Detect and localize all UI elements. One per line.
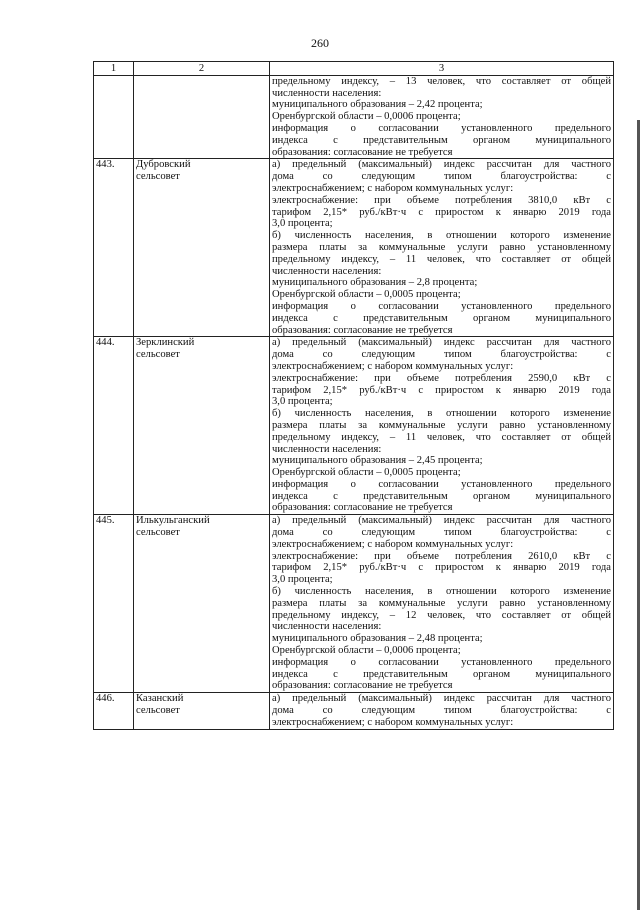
continuation-text-cell <box>270 75 614 159</box>
municipality-name-line: Зерклинский <box>136 337 195 349</box>
text-line: индекса с представительным органом муниципального <box>272 668 611 680</box>
text-line: предельному индексу, – 13 человек, что составляет от общей <box>272 75 611 87</box>
index-description <box>270 515 614 693</box>
text-line: дома со следующим типом благоустройства: с <box>272 705 611 717</box>
text-line: электроснабжением; с набором коммунальных услуг: <box>272 360 514 372</box>
text-line: 3,0 процента; <box>272 574 333 586</box>
municipality-name <box>134 515 270 693</box>
text-line: муниципального образования – 2,48 процента; <box>272 633 483 645</box>
text-line: электроснабжение: при объеме потребления 2610,0 кВт с <box>272 550 611 562</box>
table-row <box>94 693 614 729</box>
text-line: 3,0 процента; <box>272 396 333 408</box>
text-line: индекса с представительным органом муниципального <box>272 312 611 324</box>
index-description <box>270 159 614 337</box>
text-line: электроснабжением; с набором коммунальных услуг: <box>272 538 514 550</box>
text-line: размера платы за коммунальные услуги равно установленному <box>272 597 611 609</box>
text-line: тарифом 2,15* руб./кВт·ч с приростом к январю 2019 года <box>272 206 611 218</box>
index-description <box>270 693 614 729</box>
municipality-name-line: сельсовет <box>136 171 180 183</box>
text-line: Оренбургской области – 0,0005 процента; <box>272 289 461 301</box>
text-line: дома со следующим типом благоустройства: с <box>272 349 611 361</box>
text-line: 3,0 процента; <box>272 218 333 230</box>
text-line: предельному индексу, – 11 человек, что составляет от общей <box>272 253 611 265</box>
municipality-name-line: Дубровский <box>136 159 191 171</box>
continuation-row <box>94 75 614 159</box>
text-line: электроснабжением; с набором коммунальных услуг: <box>272 182 514 194</box>
text-line: тарифом 2,15* руб./кВт·ч с приростом к январю 2019 года <box>272 562 611 574</box>
text-line: численности населения: <box>272 265 382 277</box>
text-line: б) численность населения, в отношении которого изменение <box>272 586 611 598</box>
text-line: а) предельный (максимальный) индекс рассчитан для частного <box>272 515 611 527</box>
text-line: электроснабжением; с набором коммунальных услуг: <box>272 716 514 728</box>
municipality-name-line: сельсовет <box>136 527 180 539</box>
text-line: муниципального образования – 2,42 процента; <box>272 99 483 111</box>
text-line: муниципального образования – 2,8 процента; <box>272 277 478 289</box>
text-line: численности населения: <box>272 621 382 633</box>
table-row <box>94 159 614 337</box>
text-line: а) предельный (максимальный) индекс рассчитан для частного <box>272 693 611 705</box>
text-line: а) предельный (максимальный) индекс рассчитан для частного <box>272 337 611 349</box>
index-description <box>270 337 614 515</box>
continuation-num-cell <box>94 75 134 159</box>
text-line: Оренбургской области – 0,0005 процента; <box>272 467 461 479</box>
text-line: информация о согласовании установленного предельного <box>272 122 611 134</box>
text-line: численности населения: <box>272 87 382 99</box>
text-line: б) численность населения, в отношении которого изменение <box>272 408 611 420</box>
table-row <box>94 515 614 693</box>
text-line: а) предельный (максимальный) индекс рассчитан для частного <box>272 159 611 171</box>
text-line: образования: согласование не требуется <box>272 324 453 336</box>
municipality-name-line: сельсовет <box>136 349 180 361</box>
header-col-1: 1 <box>94 62 134 76</box>
row-number: 443. <box>94 159 134 337</box>
text-line: муниципального образования – 2,45 процента; <box>272 455 483 467</box>
row-number: 445. <box>94 515 134 693</box>
table-header-row <box>94 62 614 76</box>
text-line: б) численность населения, в отношении которого изменение <box>272 230 611 242</box>
text-line: тарифом 2,15* руб./кВт·ч с приростом к январю 2019 года <box>272 384 611 396</box>
page-number: 260 <box>311 36 329 50</box>
text-line: дома со следующим типом благоустройства: с <box>272 171 611 183</box>
text-line: образования: согласование не требуется <box>272 680 453 692</box>
header-col-2: 2 <box>134 62 270 76</box>
text-line: электроснабжение: при объеме потребления 3810,0 кВт с <box>272 194 611 206</box>
text-line: численности населения: <box>272 443 382 455</box>
municipality-name-line: сельсовет <box>136 705 180 717</box>
text-line: размера платы за коммунальные услуги равно установленному <box>272 419 611 431</box>
municipality-name <box>134 159 270 337</box>
text-line: Оренбургской области – 0,0006 процента; <box>272 645 461 657</box>
text-line: предельному индексу, – 12 человек, что составляет от общей <box>272 609 611 621</box>
text-line: электроснабжение: при объеме потребления 2590,0 кВт с <box>272 372 611 384</box>
text-line: образования: согласование не требуется <box>272 146 453 158</box>
text-line: индекса с представительным органом муниципального <box>272 490 611 502</box>
text-line: информация о согласовании установленного предельного <box>272 656 611 668</box>
municipality-name <box>134 693 270 729</box>
municipality-name <box>134 337 270 515</box>
row-number: 444. <box>94 337 134 515</box>
row-number: 446. <box>94 693 134 729</box>
text-line: информация о согласовании установленного предельного <box>272 478 611 490</box>
text-line: дома со следующим типом благоустройства: с <box>272 527 611 539</box>
text-line: индекса с представительным органом муниципального <box>272 134 611 146</box>
continuation-name-cell <box>134 75 270 159</box>
text-line: информация о согласовании установленного предельного <box>272 300 611 312</box>
table-row <box>94 337 614 515</box>
header-col-3: 3 <box>270 62 614 76</box>
municipality-name-line: Илькульганский <box>136 515 210 527</box>
text-line: размера платы за коммунальные услуги равно установленному <box>272 241 611 253</box>
document-table <box>93 61 614 730</box>
municipality-name-line: Казанский <box>136 693 184 705</box>
text-line: предельному индексу, – 11 человек, что составляет от общей <box>272 431 611 443</box>
text-line: образования: согласование не требуется <box>272 502 453 514</box>
text-line: Оренбургской области – 0,0006 процента; <box>272 111 461 123</box>
